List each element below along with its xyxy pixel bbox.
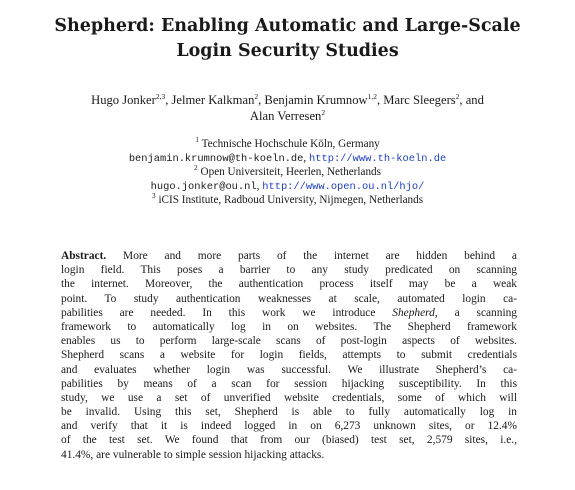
author-affiliation-marker: 2: [455, 92, 460, 101]
affiliation-email[interactable]: benjamin.krumnow@th-koeln.de: [128, 153, 304, 165]
abstract-line: the internet. Moreover, the authentication process itself may be a weak: [61, 278, 517, 291]
author-separator: , and: [459, 93, 484, 107]
abstract-label: Abstract.: [61, 250, 107, 262]
affiliation-name: Technische Hochschule Köln, Germany: [201, 138, 380, 150]
abstract-line: Shepherd scans a website for login fields, attempts to submit credentials: [61, 349, 517, 362]
author-separator: ,: [165, 93, 172, 107]
author-affiliation-marker: 1,2: [367, 92, 377, 101]
author-name: Marc Sleegers: [383, 93, 456, 107]
affiliation-1-contact: benjamin.krumnow@th-koeln.de, http://www.th-koeln.de: [128, 152, 447, 165]
abstract-line: study, we use a set of unverified website credentials, some of which will: [61, 391, 517, 404]
author-list: [0, 93, 575, 108]
abstract-line: be invalid. Using this set, Shepherd is able to fully automatically log in: [61, 406, 517, 419]
abstract: [61, 249, 517, 462]
author-list-line-2: [0, 109, 575, 124]
abstract-line: point. To study authentication weaknesses at scale, automated login ca-: [61, 292, 517, 305]
author-name: Jelmer Kalkman: [171, 93, 255, 107]
affiliation-number: 3: [151, 191, 156, 200]
abstract-text: pabilities are needed. In this work we introduce: [61, 306, 393, 319]
author-name: Hugo Jonker: [91, 93, 156, 107]
abstract-text: More and more parts of the internet are hidden behind a: [106, 250, 517, 262]
author-affiliation-marker: 2: [321, 108, 326, 117]
affiliation-3: [0, 193, 575, 207]
abstract-line: 41.4%, are vulnerable to simple session hijacking attacks.: [61, 448, 325, 461]
abstract-line: of the test set. We found that from our (biased) test set, 2,579 sites, i.e.,: [61, 434, 517, 447]
author-separator: ,: [376, 93, 384, 107]
abstract-line: enables us to perform large-scale scans of post-login aspects of websites.: [61, 335, 517, 348]
affiliation-2-contact: hugo.jonker@ou.nl, http://www.open.ou.nl/hjo/: [150, 180, 425, 193]
abstract-line: framework to automatically log in on websites. The Shepherd framework: [61, 320, 517, 333]
abstract-line: login field. This poses a barrier to any study predicated on scanning: [61, 264, 517, 277]
paper-title-line-1: Shepherd: Enabling Automatic and Large-Scale: [54, 16, 521, 36]
affiliation-number: 2: [193, 163, 198, 172]
abstract-line: [61, 249, 517, 263]
abstract-emphasis: Shepherd: [392, 306, 435, 319]
affiliation-2: [0, 165, 575, 179]
abstract-line: and verify that it is indeed logged in on 6,273 unknown sites, or 12.4%: [61, 420, 517, 433]
author-name: Alan Verresen: [249, 109, 322, 123]
affiliation-email[interactable]: hugo.jonker@ou.nl: [150, 181, 257, 193]
affiliation-url-link[interactable]: http://www.open.ou.nl/hjo/: [262, 181, 425, 193]
abstract-text: , a scanning: [434, 306, 517, 319]
affiliation-name: Open Universiteit, Heerlen, Netherlands: [200, 166, 382, 178]
affiliation-1: [0, 137, 575, 151]
affiliation-url-link[interactable]: http://www.th-koeln.de: [309, 153, 447, 165]
author-affiliation-marker: 2: [254, 92, 259, 101]
author-name: Benjamin Krumnow: [264, 93, 368, 107]
paper-title-line-2: Login Security Studies: [176, 41, 399, 61]
affiliation-name: iCIS Institute, Radboud University, Nijmegen, Netherlands: [158, 194, 424, 206]
abstract-line: and evaluates whether login was successful. We illustrate Shepherd’s ca-: [61, 363, 517, 376]
abstract-line: pabilities by means of a scan for session hijacking susceptibility. In this: [61, 377, 517, 390]
affiliation-number: 1: [195, 135, 199, 144]
author-affiliation-marker: 2,3: [155, 92, 166, 101]
author-separator: ,: [258, 93, 265, 107]
abstract-line: [61, 306, 517, 320]
